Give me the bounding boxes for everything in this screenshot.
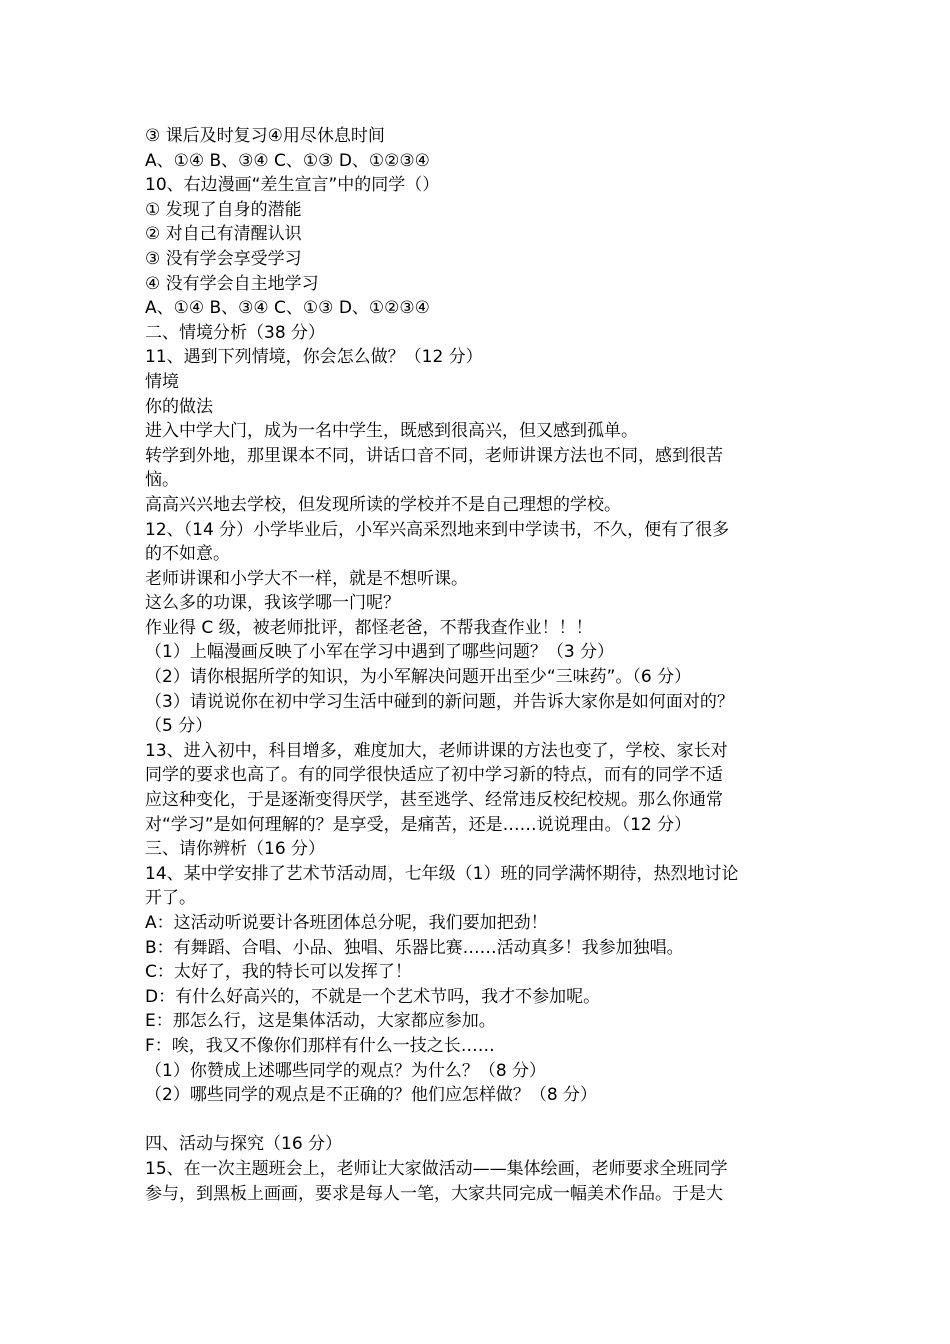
- text-line: ② 对自己有清醒认识: [145, 224, 302, 245]
- text-line: 恼。: [145, 470, 179, 491]
- text-line: 对“学习”是如何理解的？是享受，是痛苦，还是……说说理由。（12 分）: [145, 814, 692, 835]
- answer-options: A、①④ B、③④ C、①③ D、①②③④: [145, 298, 430, 319]
- section-heading: 三、请你辨析（16 分）: [145, 839, 326, 860]
- text-line: 参与，到黑板上画画，要求是每人一笔，大家共同完成一幅美术作品。于是大: [145, 1183, 723, 1204]
- text-line: ④ 没有学会自主地学习: [145, 273, 319, 294]
- text-line: 情境: [145, 371, 179, 392]
- dialogue-line: A：这活动听说要计各班团体总分呢，我们要加把劲！: [145, 913, 548, 933]
- question-11: 11、遇到下列情境，你会怎么做？（12 分）: [145, 347, 483, 368]
- section-heading: 四、活动与探究（16 分）: [145, 1134, 343, 1155]
- text-line: 开了。: [145, 888, 196, 909]
- answer-options: A、①④ B、③④ C、①③ D、①②③④: [145, 150, 430, 171]
- text-line: ① 发现了自身的潜能: [145, 199, 302, 220]
- text-line: ③ 课后及时复习④用尽休息时间: [145, 126, 385, 146]
- question-15: 15、在一次主题班会上，老师让大家做活动——集体绘画，老师要求全班同学: [145, 1158, 728, 1179]
- text-line: （5 分）: [145, 716, 213, 737]
- text-line: 转学到外地，那里课本不同，讲话口音不同，老师讲课方法也不同，感到很苦: [145, 445, 723, 466]
- blank-line: [145, 1108, 813, 1133]
- question-14: 14、某中学安排了艺术节活动周，七年级（1）班的同学满怀期待，热烈地讨论: [145, 863, 739, 884]
- document-body: [145, 124, 813, 1206]
- question-13: 13、进入初中，科目增多，难度加大，老师讲课的方法也变了，学校、家长对: [145, 740, 728, 761]
- text-line: 这么多的功课，我该学哪一门呢？: [145, 593, 400, 614]
- text-line: ③ 没有学会享受学习: [145, 248, 302, 269]
- dialogue-line: B：有舞蹈、合唱、小品、独唱、乐器比赛……活动真多！我参加独唱。: [145, 937, 684, 958]
- sub-question: （2）请你根据所学的知识，为小军解决问题开出至少“三味药”。（6 分）: [145, 667, 692, 688]
- dialogue-line: F：唉，我又不像你们那样有什么一技之长……: [145, 1035, 495, 1056]
- text-line: 应这种变化，于是逐渐变得厌学，甚至逃学、经常违反校纪校规。那么你通常: [145, 790, 723, 811]
- sub-question: （1）上幅漫画反映了小军在学习中遇到了哪些问题？（3 分）: [145, 642, 615, 663]
- section-heading: 二、情境分析（38 分）: [145, 322, 326, 343]
- text-line: 你的做法: [145, 396, 213, 417]
- sub-question: （2）哪些同学的观点是不正确的？他们应怎样做？（8 分）: [145, 1085, 598, 1106]
- dialogue-line: D：有什么好高兴的，不就是一个艺术节吗，我才不参加呢。: [145, 986, 601, 1007]
- sub-question: （3）请说说你在初中学习生活中碰到的新问题，并告诉大家你是如何面对的？: [145, 691, 734, 712]
- text-line: 进入中学大门，成为一名中学生，既感到很高兴，但又感到孤单。: [145, 421, 638, 442]
- text-line: 高高兴兴地去学校，但发现所读的学校并不是自己理想的学校。: [145, 494, 621, 515]
- dialogue-line: C：太好了，我的特长可以发挥了！: [145, 962, 412, 983]
- dialogue-line: E：那怎么行，这是集体活动，大家都应参加。: [145, 1011, 496, 1032]
- text-line: 作业得 C 级，被老师批评，都怪老爸，不帮我查作业！！！: [145, 617, 593, 638]
- text-line: 老师讲课和小学大不一样，就是不想听课。: [145, 568, 468, 589]
- sub-question: （1）你赞成上述哪些同学的观点？为什么？（8 分）: [145, 1060, 547, 1081]
- text-line: 同学的要求也高了。有的同学很快适应了初中学习新的特点，而有的同学不适: [145, 765, 723, 786]
- question-12: 12、（14 分）小学毕业后，小军兴高采烈地来到中学读书，不久，便有了很多: [145, 519, 730, 540]
- text-line: 的不如意。: [145, 544, 230, 565]
- question-10: 10、右边漫画“差生宣言”中的同学（）: [145, 175, 440, 196]
